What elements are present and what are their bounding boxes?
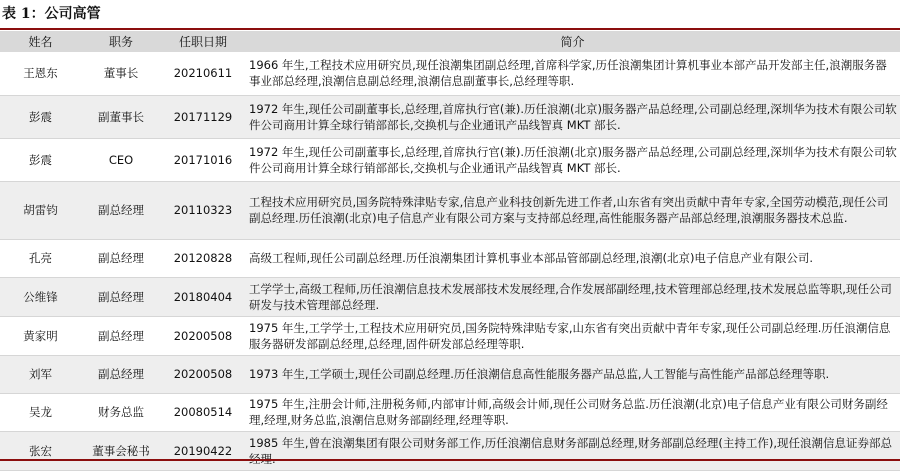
cell-position: 董事会秘书 <box>81 431 161 470</box>
cell-position: CEO <box>81 138 161 181</box>
top-rule <box>0 28 900 30</box>
cell-date: 20110323 <box>161 181 245 239</box>
table-row <box>0 181 900 239</box>
cell-position: 董事长 <box>81 52 161 95</box>
table-row <box>0 355 900 393</box>
cell-date: 20190422 <box>161 431 245 470</box>
cell-intro: 1972 年生,现任公司副董事长,总经理,首席执行官(兼).历任浪潮(北京)服务器产品总经理,公司副总经理,深圳华为技术有限公司软件公司商用计算全球行销部部长,交换机与企业通讯产品线智真 MKT 部长. <box>245 95 900 138</box>
table-row <box>0 138 900 181</box>
cell-intro: 高级工程师,现任公司副总经理.历任浪潮集团计算机事业本部品管部副总经理,浪潮(北京)电子信息产业有限公司. <box>245 239 900 277</box>
cell-intro: 1975 年生,工学学士,工程技术应用研究员,国务院特殊津贴专家,山东省有突出贡献中青年专家,现任公司副总经理.历任浪潮信息服务器研发部副总经理,总经理,固件研发部总经理等职. <box>245 316 900 355</box>
header-name: 姓名 <box>0 31 81 52</box>
cell-date: 20180404 <box>161 277 245 316</box>
table-row <box>0 277 900 316</box>
cell-position: 副董事长 <box>81 95 161 138</box>
cell-date: 20200508 <box>161 355 245 393</box>
executives-table <box>0 31 900 471</box>
table-row <box>0 431 900 470</box>
cell-intro: 1966 年生,工程技术应用研究员,现任浪潮集团副总经理,首席科学家,历任浪潮集团计算机事业本部产品开发部主任,浪潮服务器事业部总经理,浪潮信息副总经理,浪潮信息副董事长,总经理等职. <box>245 52 900 95</box>
header-date: 任职日期 <box>161 31 245 52</box>
table-row <box>0 239 900 277</box>
cell-name: 胡雷钧 <box>0 181 81 239</box>
cell-position: 副总经理 <box>81 181 161 239</box>
cell-position: 副总经理 <box>81 355 161 393</box>
cell-intro: 1975 年生,注册会计师,注册税务师,内部审计师,高级会计师,现任公司财务总监.历任浪潮(北京)电子信息产业有限公司财务副经理,经理,财务总监,浪潮信息财务部副经理,经理等职. <box>245 393 900 431</box>
table-title: 表 1：公司高管 <box>2 6 101 22</box>
cell-date: 20171129 <box>161 95 245 138</box>
cell-name: 孔亮 <box>0 239 81 277</box>
cell-name: 刘军 <box>0 355 81 393</box>
cell-intro: 1985 年生,曾在浪潮集团有限公司财务部工作,历任浪潮信息财务部副总经理,财务部副总经理(主持工作),现任浪潮信息证券部总 <box>245 431 900 470</box>
cell-name: 彭震 <box>0 138 81 181</box>
cell-intro: 工学学士,高级工程师,历任浪潮信息技术发展部技术发展经理,合作发展部副经理,技术管理部总经理,技术发展总监等职,现任公司研发与技术管理部总经理. <box>245 277 900 316</box>
cell-intro: 1973 年生,工学硕士,现任公司副总经理.历任浪潮信息高性能服务器产品总监,人工智能与高性能产品部总经理等职. <box>245 355 900 393</box>
cell-name: 吴龙 <box>0 393 81 431</box>
header-row <box>0 31 900 52</box>
cell-intro: 工程技术应用研究员,国务院特殊津贴专家,信息产业科技创新先进工作者,山东省有突出贡献中青年专家,全国劳动模范,现任公司副总经理.历任浪潮(北京)电子信息产业有限公司方案与支持部总经理,高性能服务器产品部总经理,浪潮服务器技术总监. <box>245 181 900 239</box>
cell-date: 20080514 <box>161 393 245 431</box>
cell-name: 王恩东 <box>0 52 81 95</box>
cell-position: 副总经理 <box>81 239 161 277</box>
cell-intro: 1972 年生,现任公司副董事长,总经理,首席执行官(兼).历任浪潮(北京)服务器产品总经理,公司副总经理,深圳华为技术有限公司软件公司商用计算全球行销部部长,交换机与企业通讯产品线智真 MKT 部长. <box>245 138 900 181</box>
cell-name: 张宏 <box>0 431 81 470</box>
table-row <box>0 316 900 355</box>
cell-position: 副总经理 <box>81 316 161 355</box>
cell-position: 财务总监 <box>81 393 161 431</box>
cell-name: 彭震 <box>0 95 81 138</box>
table-row <box>0 95 900 138</box>
cell-name: 公维锋 <box>0 277 81 316</box>
table-row <box>0 52 900 95</box>
header-intro: 简介 <box>245 31 900 52</box>
cell-position: 副总经理 <box>81 277 161 316</box>
table-row <box>0 393 900 431</box>
cell-name: 黄家明 <box>0 316 81 355</box>
cell-date: 20210611 <box>161 52 245 95</box>
cell-date: 20200508 <box>161 316 245 355</box>
cell-date: 20120828 <box>161 239 245 277</box>
header-position: 职务 <box>81 31 161 52</box>
cell-date: 20171016 <box>161 138 245 181</box>
